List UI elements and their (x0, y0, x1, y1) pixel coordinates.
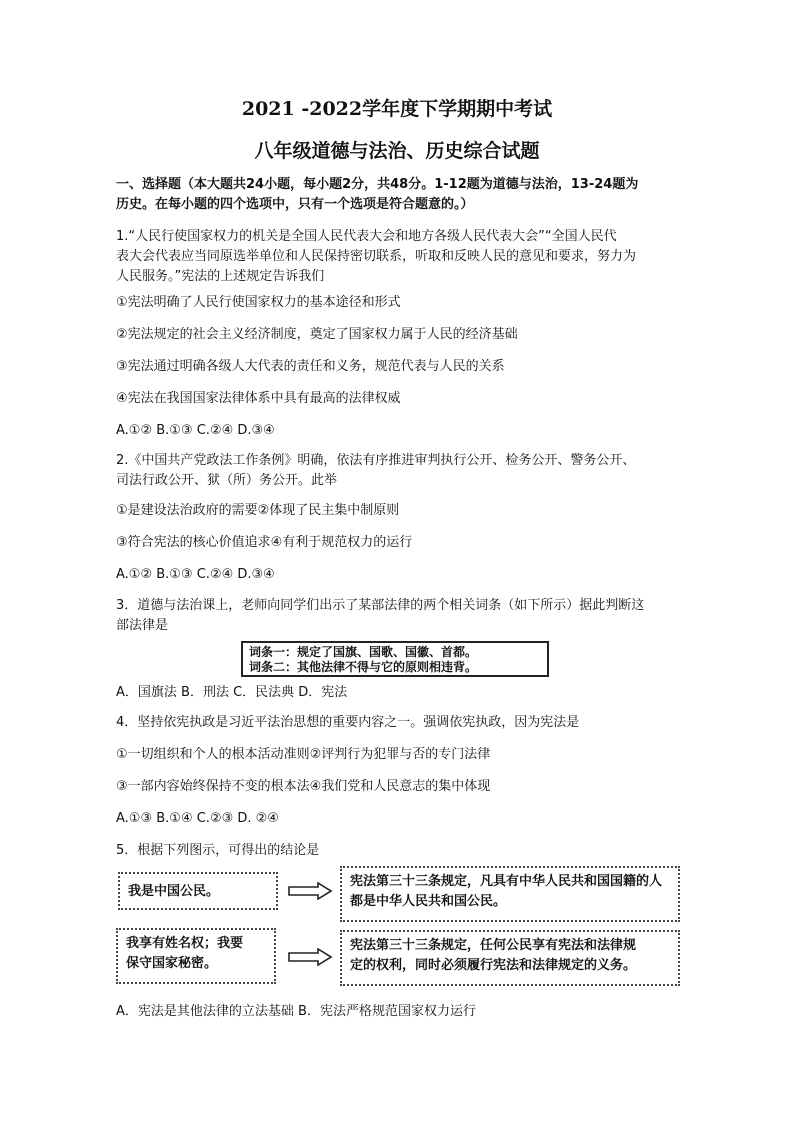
q3-entry-1: 词条一：规定了国旗、国歌、国徽、首都。 (249, 645, 478, 659)
q3-law-entries-box (241, 641, 549, 677)
q3-stem-line-1: 3．道德与法治课上，老师向同学们出示了某部法律的两个相关词条（如下所示）据此判断这 (116, 598, 645, 613)
q5-box-rights-duties-line-2: 保守国家秘密。 (126, 956, 218, 971)
q5-box-rights-duties (116, 928, 276, 984)
q5-box-article-33-rights (340, 930, 680, 986)
q5-box-article-rights-line-2: 定的权利，同时必须履行宪法和法律规定的义务。 (350, 958, 637, 973)
q5-box-article-citizenship-line-1: 宪法第三十三条规定，凡具有中华人民共和国国籍的人 (350, 874, 663, 889)
q1-choices: A.①② B.①③ C.②④ D.③④ (116, 423, 275, 438)
q2-stem-line-2: 司法行政公开、狱（所）务公开。此举 (116, 473, 338, 488)
q5-box-citizen-text: 我是中国公民。 (128, 884, 220, 899)
q5-stem: 5．根据下列图示，可得出的结论是 (116, 843, 320, 858)
q1-option-3: ③宪法通过明确各级人大代表的责任和义务，规范代表与人民的关系 (116, 359, 505, 374)
q4-options-1-2: ①一切组织和个人的根本活动准则②评判行为犯罪与否的专门法律 (116, 747, 491, 762)
q1-stem-line-3: 人民服务。”宪法的上述规定告诉我们 (116, 269, 325, 284)
q1-stem-line-1: 1.“人民行使国家权力的机关是全国人民代表大会和地方各级人民代表大会”“全国人民代 (116, 229, 617, 244)
q1-option-4: ④宪法在我国国家法律体系中具有最高的法律权威 (116, 391, 401, 406)
q2-options-3-4: ③符合宪法的核心价值追求④有利于规范权力的运行 (116, 535, 413, 550)
exam-title: 2021 -2022学年度下学期期中考试 (241, 98, 553, 120)
subject-title: 八年级道德与法治、历史综合试题 (254, 140, 540, 162)
q3-entry-2: 词条二：其他法律不得与它的原则相违背。 (249, 660, 478, 674)
arrow-right-icon (288, 948, 332, 966)
q5-choices-a-b: A．宪法是其他法律的立法基础 B．宪法严格规范国家权力运行 (116, 1004, 476, 1019)
section-instructions-line-2: 历史。在每小题的四个选项中，只有一个选项是符合题意的。） (116, 197, 474, 212)
q1-option-1: ①宪法明确了人民行使国家权力的基本途径和形式 (116, 295, 401, 310)
q5-box-rights-duties-line-1: 我享有姓名权；我要 (126, 936, 244, 951)
q4-stem: 4．坚持依宪执政是习近平法治思想的重要内容之一。强调依宪执政，因为宪法是 (116, 715, 580, 730)
q4-options-3-4: ③一部内容始终保持不变的根本法④我们党和人民意志的集中体现 (116, 779, 491, 794)
arrow-right-icon (288, 882, 332, 900)
q2-stem-line-1: 2.《中国共产党政法工作条例》明确，依法有序推进审判执行公开、检务公开、警务公开、 (116, 453, 636, 468)
q5-box-article-citizenship-line-2: 都是中华人民共和国公民。 (350, 894, 507, 909)
q4-choices: A.①③ B.①④ C.②③ D. ②④ (116, 811, 279, 826)
q2-options-1-2: ①是建设法治政府的需要②体现了民主集中制原则 (116, 503, 400, 518)
q5-box-article-33-citizenship (340, 866, 680, 922)
section-instructions-line-1: 一、选择题（本大题共24小题，每小题2分，共48分。1-12题为道德与法治，13-24题为 (116, 177, 639, 192)
q3-choices: A．国旗法 B．刑法 C．民法典 D．宪法 (116, 685, 348, 700)
q2-choices: A.①② B.①③ C.②④ D.③④ (116, 567, 275, 582)
q5-box-article-rights-line-1: 宪法第三十三条规定，任何公民享有宪法和法律规 (350, 938, 637, 953)
q1-option-2: ②宪法规定的社会主义经济制度，奠定了国家权力属于人民的经济基础 (116, 327, 518, 342)
q5-box-citizen (118, 872, 278, 910)
q3-stem-line-2: 部法律是 (116, 618, 169, 633)
q1-stem-line-2: 表大会代表应当同原选举单位和人民保持密切联系，听取和反映人民的意见和要求，努力为 (116, 249, 637, 264)
